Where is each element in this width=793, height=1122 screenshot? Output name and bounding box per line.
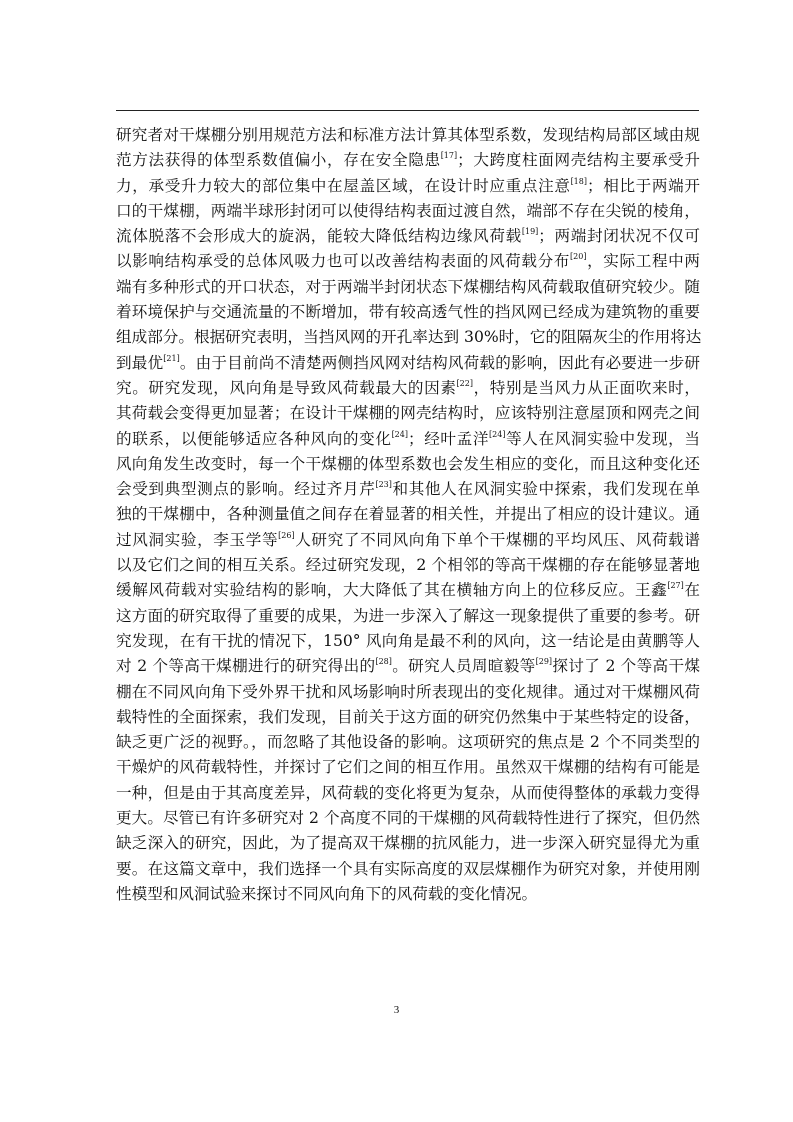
page-number: 3	[393, 1004, 400, 1016]
text-line	[116, 401, 700, 426]
text-run: 端有多种形式的开口状态，对于两端半封闭状态下煤棚结构风荷载取值研究较少。随	[116, 277, 700, 296]
text-run: 要。在这篇文章中，我们选择一个具有实际高度的双层煤棚作为研究对象，并使用刚	[116, 859, 700, 878]
text-line	[116, 806, 700, 831]
citation-ref: [18]	[570, 176, 587, 186]
body-paragraph	[116, 123, 700, 907]
header-rule	[116, 110, 699, 111]
text-line	[116, 781, 700, 806]
text-line	[116, 224, 700, 249]
citation-ref: [26]	[278, 530, 295, 540]
citation-ref: [19]	[521, 227, 539, 237]
text-line	[116, 604, 700, 629]
text-run: 以影响结构承受的总体风吸力也可以改善结构表面的风荷载分布	[116, 252, 571, 271]
text-line	[116, 502, 700, 527]
text-run: 其荷载会变得更加显著；在设计干煤棚的网壳结构时，应该特别注意屋顶和网壳之间	[116, 404, 700, 423]
text-run: 。研究人员周暄毅等	[391, 657, 536, 676]
text-run: 对 2 个等高干煤棚进行的研究得出的	[116, 657, 376, 676]
citation-ref: [23]	[375, 480, 392, 490]
text-run: ，实际工程中两	[586, 252, 700, 271]
text-line	[116, 553, 700, 578]
text-line	[116, 477, 700, 502]
text-line	[116, 174, 700, 199]
text-line	[116, 629, 700, 654]
text-run: 过风洞实验，李玉学等	[116, 530, 279, 549]
text-line	[116, 882, 700, 907]
text-run: 探讨了 2 个等高干煤	[552, 657, 700, 676]
text-line	[116, 123, 700, 148]
text-line	[116, 730, 700, 755]
text-run: 棚在不同风向角下受外界干扰和风场影响时所表现出的变化规律。通过对干煤棚风荷	[116, 682, 700, 701]
text-line	[116, 578, 700, 603]
text-line	[116, 654, 700, 679]
citation-ref: [22]	[456, 378, 473, 388]
text-line	[116, 300, 700, 325]
text-run: 独的干煤棚中，各种测量值之间存在着显著的相关性，并提出了相应的设计建议。通	[116, 505, 700, 524]
text-line	[116, 452, 700, 477]
text-run: 以及它们之间的相互关系。经过研究发现，2 个相邻的等高干煤棚的存在能够显著地	[116, 556, 700, 575]
text-run: 力，承受升力较大的部位集中在屋盖区域，在设计时应重点注意	[116, 176, 571, 195]
citation-ref: [21]	[163, 353, 180, 363]
text-line	[116, 528, 700, 553]
citation-ref: [17]	[440, 151, 458, 161]
text-line	[116, 680, 700, 705]
text-run: ；两端封闭状况不仅可	[538, 227, 700, 246]
text-run: 口的干煤棚，两端半球形封闭可以使得结构表面过渡自然，端部不存在尖锐的棱角，	[116, 201, 700, 220]
text-line	[116, 427, 700, 452]
text-run: 组成部分。根据研究表明，当挡风网的开孔率达到 30%时，它的阻隔灰尘的作用将达	[116, 328, 702, 347]
text-run: 在	[683, 581, 700, 600]
text-run: 缓解风荷载对实验结构的影响，大大降低了其在横轴方向上的位移反应。王鑫	[116, 581, 668, 600]
text-run: 究发现，在有干扰的情况下，150° 风向角是最不利的风向，这一结论是由黄鹏等人	[116, 631, 700, 650]
citation-ref: [28]	[375, 657, 392, 667]
citation-ref: [24]	[489, 429, 506, 439]
text-run: 着环境保护与交通流量的不断增加，带有较高透气性的挡风网已经成为建筑物的重要	[116, 303, 700, 322]
citation-ref: [29]	[535, 657, 553, 667]
text-run: ；相比于两端开	[586, 176, 700, 195]
text-line	[116, 831, 700, 856]
citation-ref: [20]	[570, 252, 587, 262]
text-run: 干燥炉的风荷载特性，并探讨了它们之间的相互作用。虽然双干煤棚的结构有可能是	[116, 758, 700, 777]
text-run: 流体脱落不会形成大的旋涡，能较大降低结构边缘风荷载	[116, 227, 522, 246]
text-line	[116, 857, 700, 882]
text-line	[116, 325, 700, 350]
text-run: 这方面的研究取得了重要的成果，为进一步深入了解这一现象提供了重要的参考。研	[116, 606, 700, 625]
text-line	[116, 199, 700, 224]
text-run: 到最优	[116, 353, 164, 372]
text-run: 和其他人在风洞实验中探索，我们发现在单	[391, 480, 700, 499]
text-run: 一种，但是由于其高度差异，风荷载的变化将更为复杂，从而使得整体的承载力变得	[116, 783, 700, 802]
text-run: 的联系，以便能够适应各种风向的变化	[116, 429, 392, 448]
text-line	[116, 755, 700, 780]
text-run: 性模型和风洞试验来探讨不同风向角下的风荷载的变化情况。	[116, 884, 538, 903]
text-run: 缺乏深入的研究，因此，为了提高双干煤棚的抗风能力，进一步深入研究显得尤为重	[116, 834, 700, 853]
text-run: 范方法获得的体型系数值偏小，存在安全隐患	[116, 151, 441, 170]
text-run: 会受到典型测点的影响。经过齐月芹	[116, 480, 376, 499]
text-run: ，特别是当风力从正面吹来时，	[472, 378, 700, 397]
text-run: 风向角发生改变时，每一个干煤棚的体型系数也会发生相应的变化，而且这种变化还	[116, 454, 700, 473]
text-run: 载特性的全面探索，我们发现，目前关于这方面的研究仍然集中于某些特定的设备，	[116, 707, 700, 726]
citation-ref: [27]	[667, 581, 684, 591]
text-line	[116, 351, 700, 376]
citation-ref: [24]	[391, 429, 408, 439]
text-line	[116, 249, 700, 274]
text-run: ；大跨度柱面网壳结构主要承受升	[457, 151, 700, 170]
text-run: 。由于目前尚不清楚两侧挡风网对结构风荷载的影响，因此有必要进一步研	[179, 353, 700, 372]
text-run: 缺乏更广泛的视野。，而忽略了其他设备的影响。这项研究的焦点是 2 个不同类型的	[116, 733, 700, 752]
text-line	[116, 705, 700, 730]
text-run: ；经叶孟洋	[407, 429, 490, 448]
text-line	[116, 275, 700, 300]
text-run: 究。研究发现，风向角是导致风荷载最大的因素	[116, 378, 457, 397]
text-run: 等人在风洞实验中发现，当	[505, 429, 700, 448]
text-line	[116, 376, 700, 401]
text-line	[116, 148, 700, 173]
text-run: 人研究了不同风向角下单个干煤棚的平均风压、风荷载谱	[294, 530, 700, 549]
text-run: 研究者对干煤棚分别用规范方法和标准方法计算其体型系数，发现结构局部区域由规	[116, 126, 700, 144]
text-run: 更大。尽管已有许多研究对 2 个高度不同的干煤棚的风荷载特性进行了探究，但仍然	[116, 809, 700, 828]
